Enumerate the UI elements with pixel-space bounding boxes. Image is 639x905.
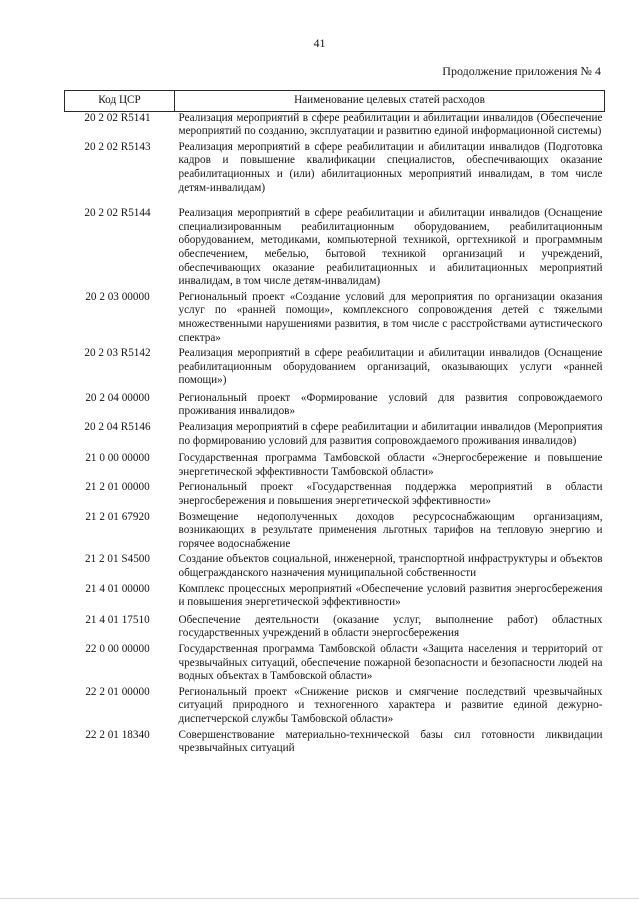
page-bottom-rule — [0, 898, 639, 899]
row-name: Региональный проект «Снижение рисков и смягчение последствий чрезвычайных ситуаций природного и техногенного характера и развитие единой дежурно-диспетчерской службы Тамбовской области» — [178, 685, 603, 725]
row-name: Реализация мероприятий в сфере реабилитации и абилитации инвалидов (Оснащение специализированным реабилитационным оборудованием, реабилитационным оборудованием, методиками, компьютерной техникой, оргтехникой и программным обеспечением, мебелью, бытовой техникой организаций и учреждений, обеспечивающих оказание реабилитационных и абилитационных мероприятий инвалидам, в том числе детям-инвалидам) — [178, 207, 603, 288]
row-name: Государственная программа Тамбовской области «Энергосбережение и повышение энергетической эффективности Тамбовской области» — [178, 452, 603, 478]
row-name: Региональный проект «Создание условий для мероприятия по организации оказания услуг по «ранней помощи», комплексного сопровождения детей с тяжелыми множественными нарушениями развития, в том числе с расстройствами аутистического спектра» — [178, 290, 603, 344]
table-row — [65, 111, 605, 141]
row-code: 20 2 02 R5141 — [84, 111, 151, 124]
header-name: Наименование целевых статей расходов — [175, 91, 605, 112]
row-code: 20 2 03 R5142 — [84, 347, 151, 360]
row-name: Обеспечение деятельности (оказание услуг, выполнение работ) областных государственных учреждений в области энергосбережения — [178, 613, 603, 640]
row-name: Государственная программа Тамбовской области «Защита населения и территорий от чрезвычайных ситуаций, обеспечение пожарной безопасности и безопасности людей на водных объектах в Тамбовской области» — [178, 642, 603, 683]
row-code: 20 2 04 00000 — [85, 391, 150, 404]
table-row — [65, 452, 605, 481]
table-row — [65, 207, 605, 291]
row-name: Региональный проект «Формирование условий для развития сопровождаемого проживания инвалидов» — [178, 391, 603, 418]
row-code: 21 2 01 00000 — [85, 481, 150, 494]
table-row — [65, 614, 605, 643]
table-row — [65, 511, 605, 554]
row-name: Реализация мероприятий в сфере реабилитации и абилитации инвалидов (Мероприятия по формированию условий для развития сопровождаемого проживания инвалидов) — [178, 421, 603, 447]
row-code: 22 2 01 00000 — [85, 685, 150, 698]
row-code: 20 2 02 R5144 — [84, 207, 151, 220]
table-row — [65, 392, 605, 421]
table-row — [65, 291, 605, 347]
table-row — [65, 141, 605, 207]
row-name: Реализация мероприятий в сфере реабилитации и абилитации инвалидов (Оснащение реабилитационным оборудованием организаций, оказывающих услуги «ранней помощи») — [178, 347, 603, 387]
row-code: 21 4 01 00000 — [85, 582, 150, 595]
page-number: 41 — [313, 36, 326, 50]
row-code: 21 2 01 S4500 — [85, 553, 150, 566]
csr-table — [64, 90, 605, 758]
table-row — [65, 553, 605, 582]
row-name: Реализация мероприятий в сфере реабилитации и абилитации инвалидов (Обеспечение мероприятий по созданию, эксплуатации и развитию единой информационной системы) — [178, 111, 603, 138]
row-name: Возмещение недополученных доходов ресурсоснабжающим организациям, возникающих в результате применения льготных тарифов на тепловую энергию и горячее водоснабжение — [178, 510, 603, 550]
table-row — [65, 347, 605, 392]
row-code: 21 2 01 67920 — [85, 510, 150, 523]
row-code: 20 2 03 00000 — [85, 290, 150, 303]
row-name: Комплекс процессных мероприятий «Обеспечение условий развития энергосбережения и повышения энергетической эффективности» — [178, 582, 603, 609]
row-code: 21 4 01 17510 — [85, 613, 150, 626]
row-code: 22 2 01 18340 — [85, 728, 150, 741]
row-name: Реализация мероприятий в сфере реабилитации и абилитации инвалидов (Подготовка кадров и повышение квалификации специалистов, обеспечивающих оказание реабилитационных и (или) абилитационных мероприятий инвалидам, в том числе детям-инвалидам) — [178, 140, 603, 194]
table-row — [65, 686, 605, 729]
row-code: 21 0 00 00000 — [85, 452, 150, 465]
table-row — [65, 481, 605, 510]
row-code: 20 2 02 R5143 — [84, 140, 151, 153]
row-name: Создание объектов социальной, инженерной, транспортной инфраструктуры и объектов общегражданского назначения муниципальной собственности — [178, 553, 603, 579]
table-row — [65, 421, 605, 452]
continuation-label: Продолжение приложения № 4 — [442, 64, 601, 78]
table-row — [65, 729, 605, 758]
header-code: Код ЦСР — [65, 91, 175, 112]
table-header-row — [65, 91, 605, 112]
table-row — [65, 583, 605, 614]
row-name: Совершенствование материально-технической базы сил готовности ликвидации чрезвычайных ситуаций — [178, 728, 603, 755]
row-code: 20 2 04 R5146 — [84, 421, 151, 434]
table-row — [65, 643, 605, 686]
row-name: Региональный проект «Государственная поддержка мероприятий в области энергосбережения и повышения энергетической эффективности» — [178, 481, 603, 508]
row-code: 22 0 00 00000 — [85, 642, 150, 655]
